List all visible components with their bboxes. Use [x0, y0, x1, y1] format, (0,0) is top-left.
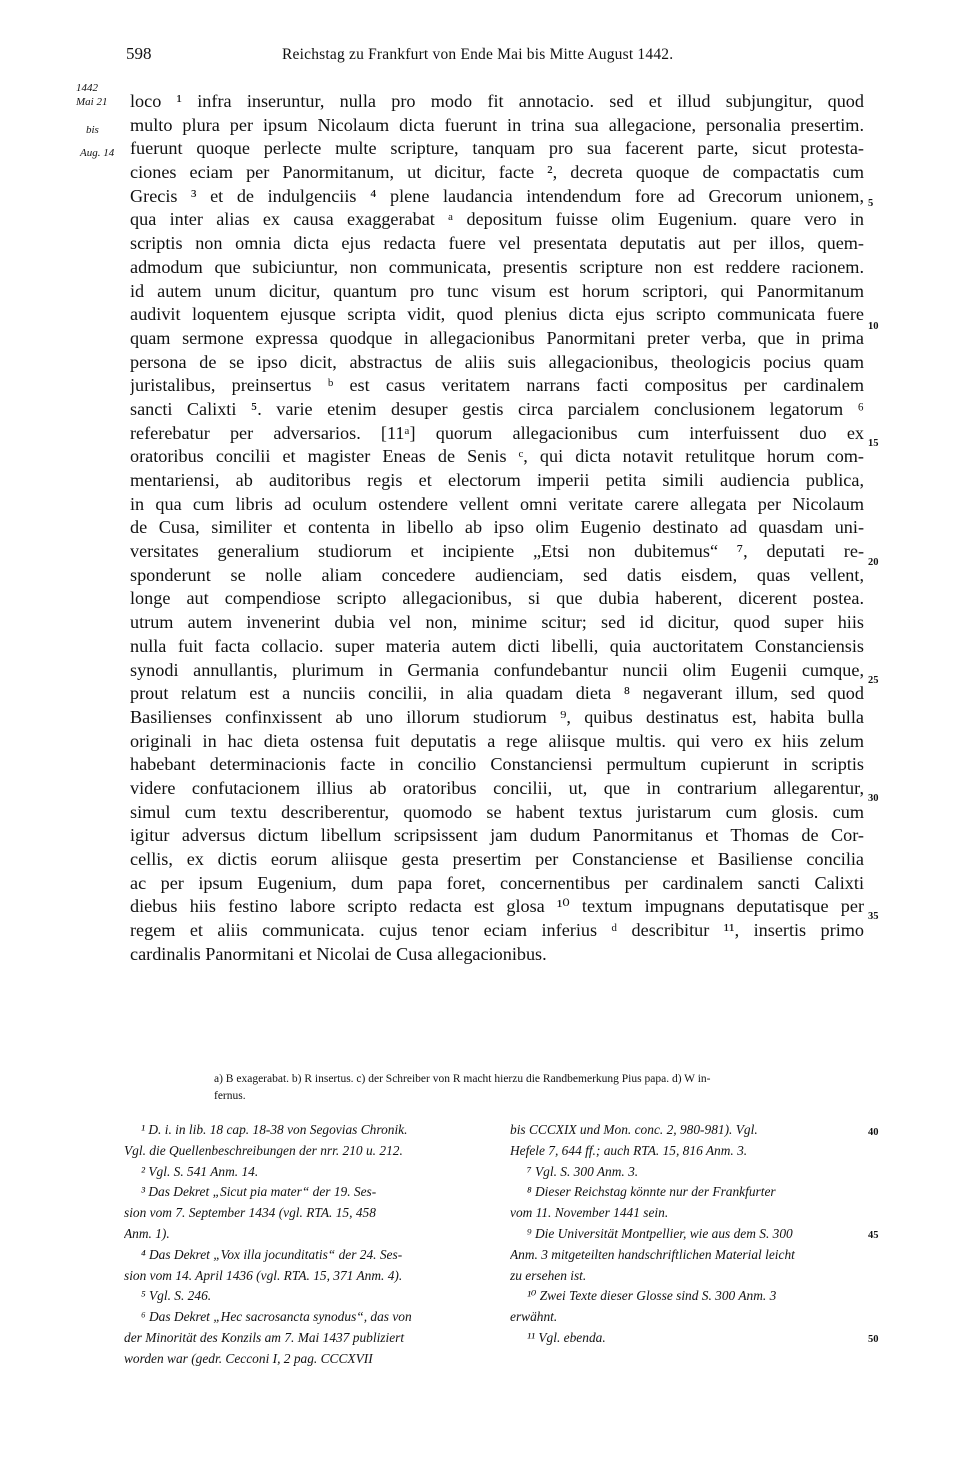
text-variants: [214, 1071, 864, 1105]
text-line: simul cum textu describerentur, quomodo se habent textus juristarum cum glosis. cum: [130, 801, 864, 822]
text-line: regem et aliis communicata. cujus tenor eciam inferius ᵈ describitur ¹¹, insertis primo: [130, 920, 864, 941]
footnote-line: ³ Das Dekret „Sicut pia mater“ der 19. Ses-: [141, 1184, 377, 1200]
line-number: 35: [868, 911, 879, 922]
line-number: 15: [868, 438, 879, 449]
main-text: [130, 90, 864, 966]
footnote-line: vom 11. November 1441 sein.: [510, 1205, 669, 1221]
text-line: admodum que subiciuntur, non communicata, presentis scripture non est reddere racionem.: [130, 256, 864, 277]
text-line: habebant determinacionis facte in concilio Constanciensi permultum cupierunt in scriptis: [130, 754, 864, 775]
text-line: ac per ipsum Eugenium, dum papa foret, concernentibus per cardinalem sancti Calixti: [130, 872, 864, 893]
footnote-line: Anm. 3 mitgeteilten handschriftlichen Material leicht: [510, 1246, 795, 1262]
margin-date-start: Mai 21: [76, 96, 108, 108]
text-line: mentariensi, ab auditoribus regis et electorum imperii petita simili audiencia publica,: [130, 470, 864, 490]
footnote-line: ¹¹ Vgl. ebenda.: [527, 1329, 606, 1345]
footnote-line: sion vom 14. April 1436 (vgl. RTA. 15, 371 Anm. 4).: [124, 1267, 403, 1283]
line-number: 40: [868, 1127, 879, 1138]
text-line: fuerunt quoque perlecte multe scripture, tanquam pro sua facerent parte, sicut protesta-: [130, 138, 864, 159]
variant-line: a) B exagerabat. b) R insertus. c) der Schreiber von R macht hierzu die Randbemerkung Pius papa. d) W in-: [214, 1073, 711, 1085]
line-number: 10: [868, 321, 879, 332]
text-line: ciones eciam per Panormitanum, ut dicitur, facte ², decreta quoque de compactatis cum: [130, 162, 864, 183]
text-line: nulla fuit facta collacio. super materia autem dicti libelli, quia auctoritatem Constanciensis: [130, 635, 864, 656]
margin-date-end: Aug. 14: [80, 147, 115, 159]
margin-date-bis: bis: [86, 124, 99, 136]
footnote-line: Vgl. die Quellenbeschreibungen der nrr. 210 u. 212.: [124, 1142, 403, 1158]
margin-date-year: 1442: [76, 82, 98, 94]
line-number: 20: [868, 557, 879, 568]
footnote-line: Anm. 1).: [124, 1225, 170, 1241]
text-line: loco ¹ infra inseruntur, nulla pro modo fit annotacio. sed et illud subjungitur, quod: [130, 91, 864, 111]
page-header: [124, 40, 864, 70]
text-line: originali in hac dieta ostensa fuit deputatis a rege aliisque multis. qui vero ex hiis zelum: [130, 730, 864, 751]
footnote-line: ¹ D. i. in lib. 18 cap. 18-38 von Segovias Chronik.: [141, 1122, 408, 1137]
line-number: 5: [868, 198, 874, 209]
footnote-line: Hefele 7, 644 ff.; auch RTA. 15, 816 Anm. 3.: [510, 1142, 748, 1158]
text-line: igitur adversus dictum libellum scripsissent jam dudum Panormitanus et Thomas de Cor-: [130, 825, 864, 846]
line-number: 25: [868, 675, 879, 686]
running-title: Reichstag zu Frankfurt von Ende Mai bis Mitte August 1442.: [282, 46, 674, 63]
text-line: scriptis non omnia dicta ejus redacta fuere vel presentata deputatis aut per illos, quem-: [130, 233, 864, 254]
footnote-line: ⁷ Vgl. S. 300 Anm. 3.: [527, 1163, 639, 1179]
text-line: qua inter alias ex causa exaggerabat ᵃ depositum fuisse olim Eugenium. quare vero in: [130, 209, 864, 230]
text-line: de Cusa, similiter et contenta in libello ab ipso olim Eugenio destinato ad quasdam uni-: [130, 517, 864, 538]
text-line: longe aut compendiose scripto allegacionibus, si que dubia haberent, dicerent postea.: [130, 588, 864, 609]
footnote-line: ² Vgl. S. 541 Anm. 14.: [141, 1163, 259, 1179]
text-line: juristalibus, preinsertus ᵇ est casus veritatem narrans facti compositus per cardinalem: [130, 375, 864, 396]
page-number: 598: [126, 44, 152, 63]
footnote-line: ⁴ Das Dekret „Vox illa jocunditatis“ der 24. Ses-: [141, 1246, 403, 1262]
text-line: persona de se ipso dicit, abstractus de aliis suis allegacionibus, theologicis pocius quam: [130, 351, 864, 372]
footnote-line: sion vom 7. September 1434 (vgl. RTA. 15, 458: [124, 1205, 376, 1221]
line-number: 30: [868, 793, 879, 804]
footnotes-left-column: [124, 1120, 476, 1370]
text-line: diebus hiis festino labore scripto redacta est glosa ¹⁰ textum impugnans deputatisque per: [130, 896, 864, 917]
text-line: quam sermone expressa quodque in allegacionibus Panormitani preter verba, que in prima: [130, 327, 864, 348]
text-line: referebatur per adversarios. [11ᵃ] quorum allegacionibus cum interfuissent duo ex: [130, 422, 864, 443]
text-line: versitates generalium studiorum et incipiente „Etsi non dubitemus“ ⁷, deputati re-: [130, 541, 864, 562]
footnote-line: ⁹ Die Universität Montpellier, wie aus dem S. 300: [527, 1225, 793, 1241]
text-line: in qua cum libris ad oculum ostendere vellent omni veritate carere allegata per Nicolaum: [130, 493, 864, 514]
text-line: utrum autem invenerint dubia vel non, minime scitur; sed id dicitur, quod super hiis: [130, 612, 864, 633]
text-line: Basilienses confinxissent ab uno illorum studiorum ⁹, quibus destinatus est, habita bulla: [130, 706, 864, 727]
text-line: synodi annullantis, plurimum in Germania confundebantur nuncii olim Eugenii cumque,: [130, 659, 864, 680]
footnote-line: ¹⁰ Zwei Texte dieser Glosse sind S. 300 Anm. 3: [527, 1288, 777, 1304]
footnote-line: erwähnt.: [510, 1309, 558, 1325]
text-line: sponderunt se nolle aliam concedere audienciam, sed datis eisdem, quas vellent,: [130, 564, 864, 585]
text-line: oratoribus concilii et magister Eneas de Senis ᶜ, qui dicta notavit retulitque horum com-: [130, 446, 864, 467]
footnote-line: ⁵ Vgl. S. 246.: [141, 1288, 212, 1304]
footnote-line: worden war (gedr. Cecconi I, 2 pag. CCCXVII: [124, 1350, 373, 1366]
text-line: multo plura per ipsum Nicolaum dicta fuerunt in trina sua allegacione, personalia presertim.: [130, 114, 864, 135]
text-line: id autem unum dicitur, quantum pro tunc visum est horum scriptori, qui Panormitanum: [130, 280, 864, 301]
footnote-line: ⁶ Das Dekret „Hec sacrosancta synodus“, das von: [141, 1309, 412, 1325]
footnote-line: der Minorität des Konzils am 7. Mai 1437 publiziert: [124, 1329, 405, 1345]
footnotes-right-column: [510, 1120, 864, 1349]
text-line: cardinalis Panormitani et Nicolai de Cusa allegacionibus.: [130, 943, 547, 964]
footnote-line: zu ersehen ist.: [510, 1267, 587, 1283]
text-line: sancti Calixti ⁵. varie etenim desuper gestis circa parcialem conclusionem legatorum ⁶: [130, 398, 864, 419]
footnote-line: bis CCCXIX und Mon. conc. 2, 980-981). Vgl.: [510, 1122, 758, 1137]
text-line: prout relatum est a nunciis concilii, in alia quadam dieta ⁸ negaverant illum, sed quod: [130, 683, 864, 704]
line-number: 50: [868, 1334, 879, 1345]
text-line: Grecis ³ et de indulgenciis ⁴ plene laudancia intendendum fore ad Grecorum unionem,: [130, 185, 864, 206]
footnote-line: ⁸ Dieser Reichstag könnte nur der Frankfurter: [527, 1184, 776, 1200]
text-line: videre confutacionem illius ab oratoribus concilii, ut, que in contrarium allegarentur,: [130, 777, 864, 798]
text-line: cellis, ex dictis eorum aliisque gesta presertim per Constanciense et Basiliense concilia: [130, 849, 864, 869]
line-number: 45: [868, 1230, 879, 1241]
text-line: audivit loquentem ejusque scripta vidit, quod plenius dicta ejus scripto communicata fuere: [130, 304, 864, 325]
variant-line: fernus.: [214, 1090, 246, 1102]
